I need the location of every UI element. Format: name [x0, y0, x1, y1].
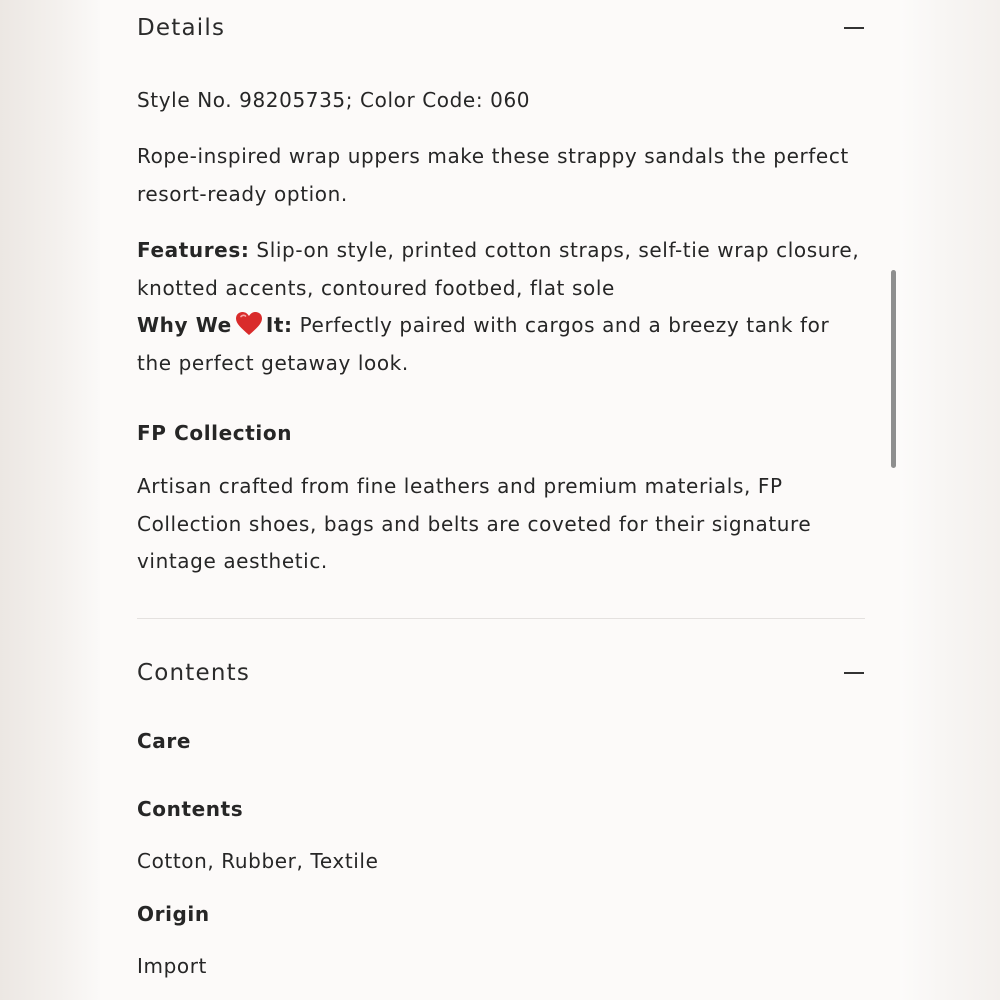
contents-value: Cotton, Rubber, Textile — [137, 849, 379, 873]
scrollbar-thumb[interactable] — [891, 270, 896, 468]
product-description — [137, 138, 872, 213]
contents-title: Contents — [137, 660, 251, 686]
care-heading: Care — [137, 729, 192, 753]
collection-line-3: vintage aesthetic. — [137, 549, 328, 573]
features-label: Features: — [137, 238, 250, 262]
heart-icon — [235, 311, 263, 337]
product-info-panel — [100, 0, 900, 1000]
collection-line-1: Artisan crafted from fine leathers and premium materials, FP — [137, 474, 783, 498]
features-block — [137, 232, 872, 382]
section-divider — [137, 618, 865, 619]
origin-heading: Origin — [137, 902, 210, 926]
why-text-line-1: Perfectly paired with cargos and a breezy tank for — [299, 313, 830, 337]
collection-line-2: Collection shoes, bags and belts are coveted for their signature — [137, 511, 812, 536]
description-line-2: resort-ready option. — [137, 181, 348, 206]
style-number: Style No. 98205735; Color Code: 060 — [137, 88, 531, 112]
details-accordion-header[interactable] — [137, 8, 865, 48]
contents-accordion-header[interactable] — [137, 653, 865, 693]
background-right — [900, 0, 1000, 1000]
features-text-line-2: knotted accents, contoured footbed, flat sole — [137, 275, 615, 300]
minus-icon[interactable] — [844, 18, 864, 38]
why-label-pre: Why We — [137, 313, 232, 337]
details-title: Details — [137, 15, 226, 41]
minus-icon[interactable] — [844, 663, 864, 683]
description-line-1: Rope-inspired wrap uppers make these strappy sandals the perfect — [137, 144, 849, 168]
fp-collection-description — [137, 468, 872, 581]
origin-value: Import — [137, 954, 207, 978]
features-text-line-1: Slip-on style, printed cotton straps, self-tie wrap closure, — [256, 238, 860, 262]
contents-heading: Contents — [137, 797, 244, 821]
why-label-post: It: — [265, 313, 293, 337]
background-left — [0, 0, 100, 1000]
why-text-line-2: the perfect getaway look. — [137, 350, 409, 375]
fp-collection-heading: FP Collection — [137, 421, 293, 445]
